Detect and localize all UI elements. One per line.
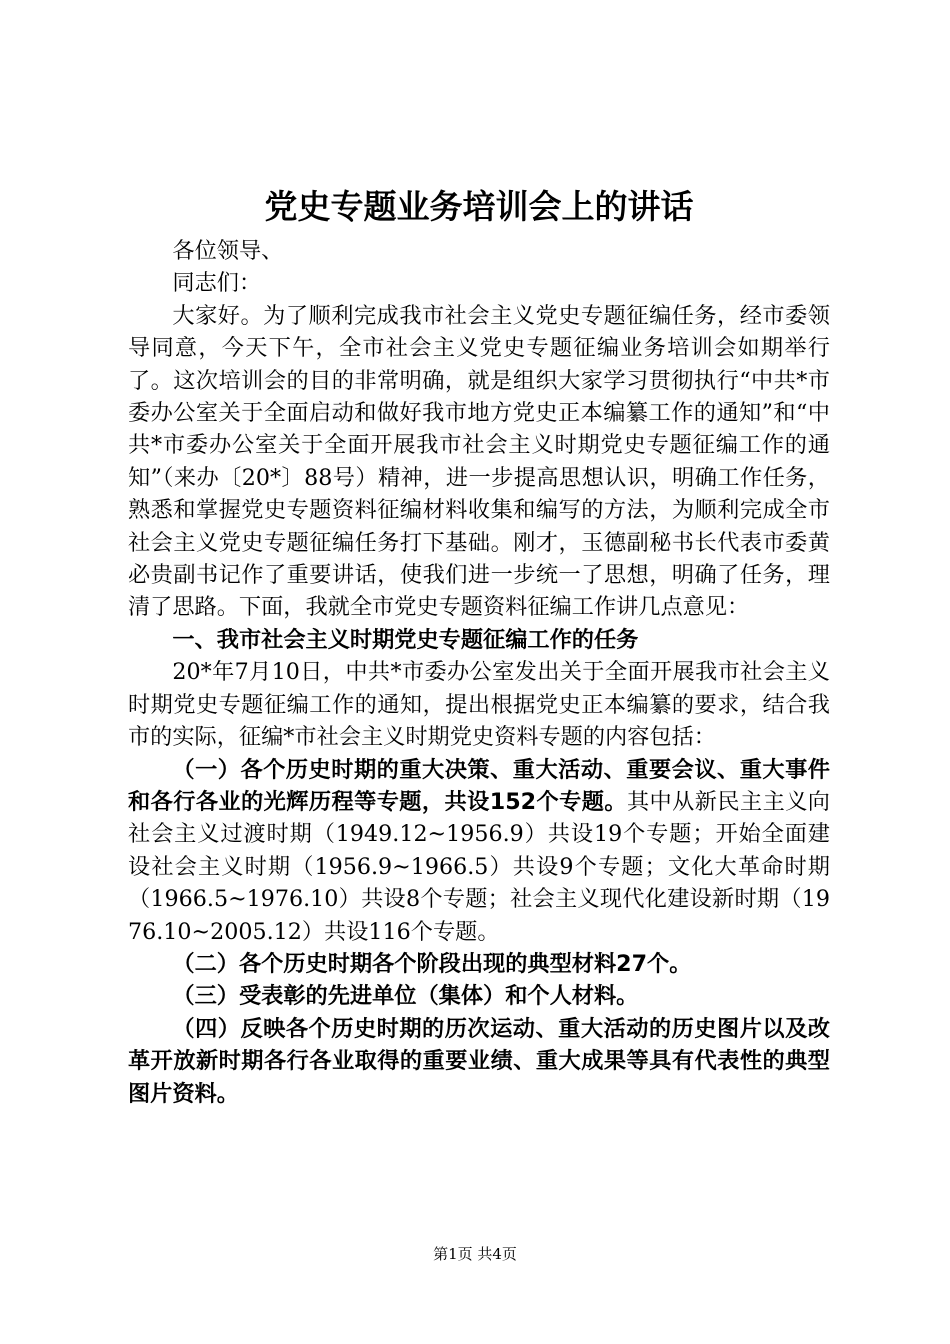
- task-paragraph: 20*年7月10日，中共*市委办公室发出关于全面开展我市社会主义时期党史专题征编工作的通知，提出根据党史正本编纂的要求，结合我市的实际，征编*市社会主义时期党史资料专题的内容包括：: [128, 659, 830, 751]
- document-body: [128, 235, 830, 1110]
- greeting-leaders: 各位领导、: [172, 238, 284, 264]
- item-2-paragraph: （二）各个历史时期各个阶段出现的典型材料27个。: [172, 950, 692, 977]
- item-4-paragraph: （四）反映各个历史时期的历次运动、重大活动的历史图片以及改革开放新时期各行各业取得的重要业绩、重大成果等具有代表性的典型图片资料。: [128, 1015, 830, 1107]
- intro-paragraph: 大家好。为了顺利完成我市社会主义党史专题征编任务，经市委领导同意，今天下午，全市社会主义党史专题征编业务培训会如期举行了。这次培训会的目的非常明确，就是组织大家学习贯彻执行“中共*市委办公室关于全面启动和做好我市地方党史正本编纂工作的通知”和“中共*市委办公室关于全面开展我市社会主义时期党史专题征编工作的通知”（来办〔20*〕88号）精神，进一步提高思想认识，明确工作任务，熟悉和掌握党史专题资料征编材料收集和编写的方法，为顺利完成全市社会主义党史专题征编任务打下基础。刚才，玉德副秘书长代表市委黄必贵副书记作了重要讲话，使我们进一步统一了思想，明确了任务，理清了思路。下面，我就全市党史专题资料征编工作讲几点意见：: [128, 302, 830, 621]
- page-number-footer: 第1页 共4页: [433, 1245, 517, 1263]
- item-1-detail: 其中从新民主主义向社会主义过渡时期（1949.12~1956.9）共设19个专题；开始全面建设社会主义时期（1956.9~1966.5）共设9个专题；文化大革命时期（1966.5~1976.10）共设8个专题；社会主义现代化建设新时期（1976.10~2005.12）共设116个专题。: [128, 788, 830, 945]
- document-title: 党史专题业务培训会上的讲话: [264, 187, 694, 226]
- item-1-paragraph: [128, 754, 830, 948]
- item-1-lead: （一）各个历史时期的重大决策、重大活动、重要会议、重大事件和各行各业的光辉历程等专题，共设152个专题。: [128, 756, 830, 815]
- document-page: [128, 0, 830, 1344]
- greeting-comrades: 同志们：: [172, 270, 262, 297]
- section-heading-1: 一、我市社会主义时期党史专题征编工作的任务: [172, 626, 639, 653]
- item-3-paragraph: （三）受表彰的先进单位（集体）和个人材料。: [172, 983, 639, 1010]
